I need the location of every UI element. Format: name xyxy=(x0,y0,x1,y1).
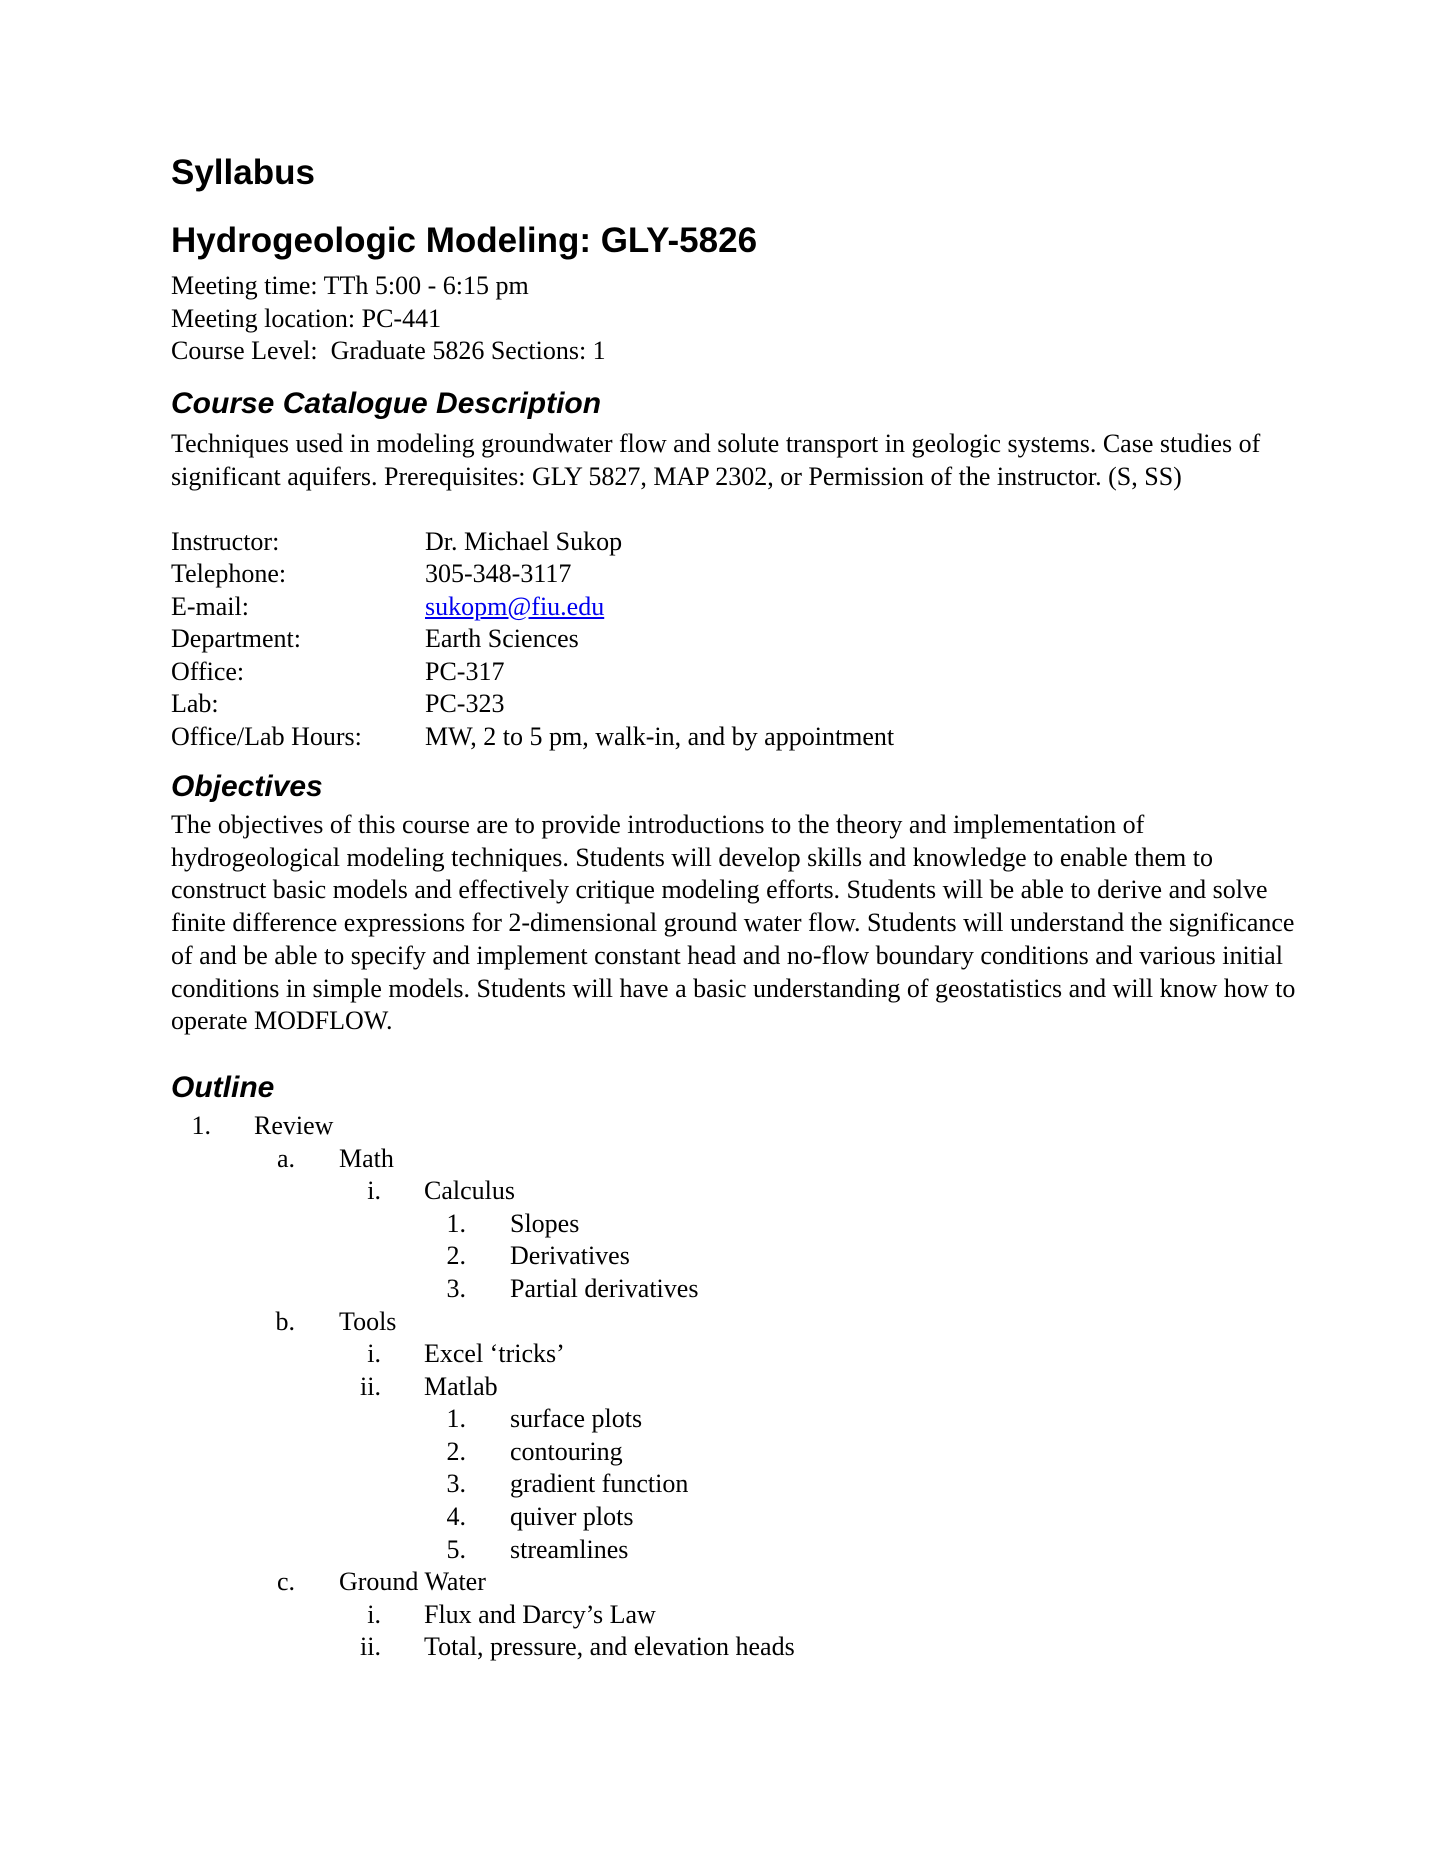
list-text: Derivatives xyxy=(510,1241,630,1271)
list-number: 2. xyxy=(446,1241,466,1271)
list-item xyxy=(171,1566,1301,1599)
instructor-info-table xyxy=(171,526,894,754)
list-number: i. xyxy=(367,1176,381,1206)
course-title: Hydrogeologic Modeling: GLY-5826 xyxy=(171,221,758,260)
hours-value: MW, 2 to 5 pm, walk-in, and by appointment xyxy=(425,721,895,751)
list-text: Math xyxy=(339,1143,394,1173)
list-number: b. xyxy=(275,1306,295,1336)
list-text: Ground Water xyxy=(339,1567,486,1597)
info-label: Telephone: xyxy=(171,559,287,589)
objectives-heading: Objectives xyxy=(171,770,323,804)
list-number: 3. xyxy=(446,1273,466,1303)
meeting-time: Meeting time: TTh 5:00 - 6:15 pm xyxy=(171,271,529,300)
info-row-telephone xyxy=(171,558,894,591)
list-item xyxy=(171,1273,1301,1306)
list-text: surface plots xyxy=(510,1404,643,1434)
info-label: Lab: xyxy=(171,689,219,719)
list-text: quiver plots xyxy=(510,1502,634,1532)
list-item xyxy=(171,1468,1301,1501)
syllabus-page xyxy=(171,152,1301,1664)
catalogue-heading: Course Catalogue Description xyxy=(171,387,602,421)
list-item xyxy=(171,1110,1301,1143)
info-label: Instructor: xyxy=(171,526,280,556)
list-item xyxy=(171,1306,1301,1339)
list-item xyxy=(171,1143,1301,1176)
list-text: Review xyxy=(254,1110,334,1140)
list-number: a. xyxy=(276,1143,295,1173)
course-level: Course Level: Graduate 5826 Sections: 1 xyxy=(171,336,606,366)
outline-list xyxy=(171,1110,1301,1664)
info-label: Office: xyxy=(171,656,245,686)
list-text: contouring xyxy=(510,1436,623,1466)
info-row-lab xyxy=(171,688,894,721)
info-label: Office/Lab Hours: xyxy=(171,721,362,751)
catalogue-description: Techniques used in modeling groundwater flow and solute transport in geologic systems. Case studies of significant aquifers. Prerequisites: GLY 5827, MAP 2302, or Permission of the instructor. (S, SS) xyxy=(171,429,1261,491)
list-number: 1. xyxy=(446,1208,466,1238)
instructor-name: Dr. Michael Sukop xyxy=(425,526,623,556)
list-number: 3. xyxy=(446,1469,466,1499)
info-row-instructor xyxy=(171,526,894,559)
info-row-office xyxy=(171,656,894,689)
list-item xyxy=(171,1534,1301,1567)
list-item xyxy=(171,1208,1301,1241)
list-number: 5. xyxy=(446,1534,466,1564)
list-item xyxy=(171,1338,1301,1371)
list-text: gradient function xyxy=(510,1469,689,1499)
list-text: Excel ‘tricks’ xyxy=(424,1339,565,1369)
list-number: ii. xyxy=(360,1371,381,1401)
list-text: Slopes xyxy=(510,1208,580,1238)
info-label: Department: xyxy=(171,624,301,654)
info-row-email xyxy=(171,591,894,624)
list-number: 1. xyxy=(446,1404,466,1434)
outline-heading: Outline xyxy=(171,1070,275,1104)
list-item xyxy=(171,1501,1301,1534)
lab-value: PC-323 xyxy=(425,689,505,719)
list-number: 1. xyxy=(191,1110,211,1140)
list-number: 4. xyxy=(446,1502,466,1532)
list-text: Matlab xyxy=(424,1371,498,1401)
list-text: Total, pressure, and elevation heads xyxy=(424,1632,795,1662)
list-item xyxy=(171,1403,1301,1436)
meeting-location: Meeting location: PC-441 xyxy=(171,303,442,333)
list-item xyxy=(171,1436,1301,1469)
list-text: Flux and Darcy’s Law xyxy=(424,1599,656,1629)
list-number: ii. xyxy=(360,1632,381,1662)
list-item xyxy=(171,1631,1301,1664)
list-text: Partial derivatives xyxy=(510,1273,699,1303)
list-item xyxy=(171,1599,1301,1632)
email-link[interactable]: sukopm@fiu.edu xyxy=(425,591,605,621)
syllabus-heading: Syllabus xyxy=(171,153,315,192)
office-value: PC-317 xyxy=(425,656,505,686)
list-number: i. xyxy=(367,1599,381,1629)
department-value: Earth Sciences xyxy=(425,624,579,654)
list-item xyxy=(171,1175,1301,1208)
list-text: streamlines xyxy=(510,1534,629,1564)
info-label: E-mail: xyxy=(171,591,249,621)
list-number: 2. xyxy=(446,1436,466,1466)
list-number: i. xyxy=(367,1339,381,1369)
info-row-department xyxy=(171,623,894,656)
telephone-value: 305-348-3117 xyxy=(425,559,572,589)
meeting-info xyxy=(171,270,1301,368)
list-text: Calculus xyxy=(424,1176,515,1206)
info-row-hours xyxy=(171,721,894,754)
objectives-text: The objectives of this course are to provide introductions to the theory and implementation of hydrogeological modeling techniques. Students will develop skills and knowledge to enable them to construct basic models and effectively critique modeling efforts. Students will be able to derive and solve finite difference expressions for 2-dimensional ground water flow. Students will understand the significance of and be able to specify and implement constant head and no-flow boundary conditions and various initial conditions in simple models. Students will have a basic understanding of geostatistics and will know how to operate MODFLOW. xyxy=(171,810,1296,1036)
list-text: Tools xyxy=(339,1306,397,1336)
email-cell xyxy=(425,591,894,624)
list-number: c. xyxy=(276,1567,295,1597)
list-item xyxy=(171,1371,1301,1404)
list-item xyxy=(171,1240,1301,1273)
